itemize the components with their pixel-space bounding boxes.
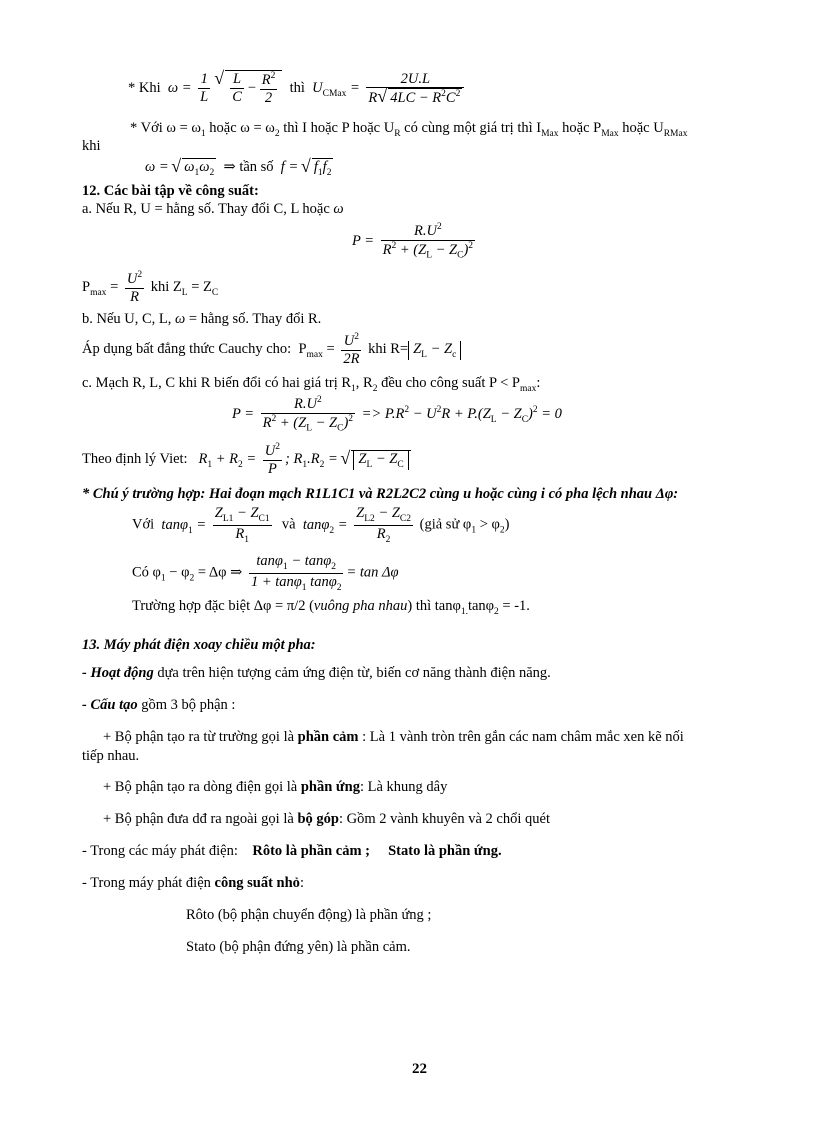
roto-line: Rôto (bộ phận chuyển động) là phần ứng ;: [186, 907, 432, 923]
text-khi-line: khi: [82, 138, 101, 154]
text-voi-omega-5: hoặc P: [562, 120, 602, 136]
item-a-text: a. Nếu R, U = hằng số. Thay đổi C, L hoặc: [82, 201, 330, 217]
hoat-dong-text: dựa trên hiện tượng cảm ứng điện từ, biến cơ năng thành điện năng.: [157, 665, 551, 681]
pmax-label: P: [82, 278, 91, 295]
text-voi-omega-2: hoặc ω = ω: [209, 120, 275, 136]
text-voi-omega-4: có cùng một giá trị thì I: [404, 120, 542, 136]
cau-tao-text: gồm 3 bộ phận :: [141, 697, 236, 713]
formula-power-quadratic: P = $\frac{R.U^2}{R^2 + (Z_L - Z_C)^2}$ => $P.R^2 - U^2R + P.(Z_L - Z_C)^2 = 0$: [232, 395, 562, 434]
vuong-pha-1: Trường hợp đặc biệt Δφ = π/2 (: [132, 598, 314, 614]
item-b-text: b. Nếu U, C, L,: [82, 311, 172, 327]
part2-c: : Là khung dây: [359, 779, 448, 795]
part3-c: : Gồm 2 vành khuyên và 2 chổi quét: [338, 811, 550, 827]
item-c: c. Mạch R, L, C khi R biến đổi có hai giá trị $R_1$, $R_2$ đều cho công suất $P < P_{max}$:: [82, 375, 541, 394]
text-voi-omega: * Với ω = ω: [130, 120, 201, 136]
text-thi: thì: [289, 79, 305, 96]
vuong-pha-italic: vuông pha nhau: [313, 598, 408, 614]
line-voi-omega: * Với $\omega = \omega_1$ hoặc $\omega = \omega_2$ thì I hoặc P hoặc $U_R$ có cùng một giá trị thì $I_{Max}$ hoặc $P_{Max}$ hoặc $U_{RMax}$: [130, 120, 688, 139]
special-case-note: * Chú ý trường hợp: Hai đoạn mạch R1L1C1 và R2L2C2 cùng u hoặc cùng i có pha lệch nhau Δφ:: [82, 486, 679, 502]
trong-may-a: - Trong máy phát điện: [82, 875, 211, 891]
heading-12: 12. Các bài tập về công suất:: [82, 183, 259, 199]
part1-cont: tiếp nhau.: [82, 748, 140, 764]
part2-b: phần ứng: [300, 779, 360, 795]
trong-may-line: [82, 875, 304, 892]
text-voi-omega-3: thì I hoặc P hoặc U: [283, 120, 395, 136]
heading-13: 13. Máy phát điện xoay chiều một pha:: [82, 637, 316, 653]
trong-may-c: :: [299, 875, 304, 891]
part1-c: : Là 1 vành tròn trên gắn các nam châm mắc xen kẽ nối: [362, 729, 684, 745]
part3-a: + Bộ phận đưa dđ ra ngoài gọi là: [103, 811, 294, 827]
hoat-dong-label: - Hoạt động: [82, 665, 154, 681]
formula-pmax: $P_{max}$ = $\frac{U^2}{R}$ khi $Z_L = Z_C$: [82, 270, 219, 305]
gia-su-text: (giả sử φ: [419, 516, 472, 533]
cau-tao-label: - Cấu tạo: [82, 697, 138, 713]
part2-a: + Bộ phận tạo ra dòng điện gọi là: [103, 779, 298, 795]
formula-omega-ucmax: * Khi ω = $\frac{1}{L}$ √ $\frac{L}{C}$ − $\frac{R^2}{2}$ thì $U_{CMax}$ = $\frac{2U.L}{R√ 4LC - R^2C^2}$: [128, 70, 467, 107]
formula-power-rlc: P = $\frac{R.U^2}{R^2 + (Z_L - Z_C)^2}$: [352, 222, 474, 261]
co-phi-text: Có φ: [132, 564, 161, 581]
page-number: 22: [412, 1061, 427, 1077]
trong-cac-b: Rôto là phần cảm ;: [252, 843, 370, 859]
formula-viet: Theo định lý Viet: $R_1 + R_2$ = $\frac{U^2}{P}$ ; $R_1.R_2$ = √ $Z_L - Z_C$: [82, 442, 411, 477]
vuong-pha-2: ) thì tanφ: [407, 598, 461, 614]
part1-a: + Bộ phận tạo ra từ trường gọi là: [103, 729, 295, 745]
formula-tan-phi: Với tanφ$_1$ = $\frac{Z_{L1} - Z_{C1}}{R_1}$ và tanφ$_2$ = $\frac{Z_{L2} - Z_{C2}}{R_2}$ (giả sử $\varphi_1 > \varphi_2$): [132, 505, 510, 545]
cauchy-khi: khi R=: [368, 340, 409, 357]
formula-omega-product: ω = √ $\omega_1\omega_2$ ⇒ tần số f = √ $f_1f_2$: [145, 158, 333, 178]
cauchy-text: Áp dụng bất đẳng thức Cauchy cho:: [82, 340, 292, 357]
part1-line: [103, 729, 684, 746]
trong-cac-c: Stato là phần ứng.: [388, 843, 502, 859]
item-a: a. Nếu R, U = hằng số. Thay đổi C, L hoặc ω: [82, 201, 344, 217]
item-b: b. Nếu U, C, L, ω = hằng số. Thay đổi R.: [82, 311, 322, 327]
va-tan-text: và: [281, 516, 296, 533]
formula-cauchy: Áp dụng bất đẳng thức Cauchy cho: $P_{max}$ = $\frac{U^2}{2R}$ khi $R= Z_L - Z_c$: [82, 332, 461, 367]
part3-line: [103, 811, 550, 828]
voi-tan-text: Với: [132, 516, 155, 533]
text-voi-omega-6: hoặc U: [622, 120, 664, 136]
viet-text: Theo định lý Viet:: [82, 450, 188, 467]
item-c-text: c. Mạch R, L, C khi R biến đổi có hai giá trị R: [82, 375, 352, 391]
trong-cac-line: [82, 843, 502, 860]
text-tan-so: tần số: [239, 159, 274, 175]
part2-line: [103, 779, 447, 796]
item-b-rest: = hằng số. Thay đổi R.: [188, 311, 322, 327]
vuong-pha-3: = -1.: [502, 598, 530, 614]
item-c-rest: đều cho công suất P < P: [381, 375, 520, 391]
text-khi: * Khi: [128, 79, 161, 96]
trong-may-b: công suất nhỏ: [214, 875, 300, 891]
pmax-cond: khi Z: [150, 278, 182, 295]
part1-b: phần cảm: [297, 729, 359, 745]
trong-cac-a: - Trong các máy phát điện:: [82, 843, 238, 859]
special-vuong-pha: Trường hợp đặc biệt Δφ = π/2 (vuông pha nhau) thì tanφ$_{1.}$tanφ$_2$ = -1.: [132, 598, 530, 617]
hoat-dong-line: [82, 665, 551, 682]
stato-line: Stato (bộ phận đứng yên) là phần cảm.: [186, 939, 411, 955]
formula-delta-phi: Có $\varphi_1 - \varphi_2 = \Delta\varphi$ ⇒ $\frac{\tan\varphi_1 - \tan\varphi_2}{1 + \tan\varphi_1 \tan\varphi_2}$ = tan Δφ: [132, 553, 399, 593]
part3-b: bộ góp: [297, 811, 339, 827]
cau-tao-line: [82, 697, 235, 714]
